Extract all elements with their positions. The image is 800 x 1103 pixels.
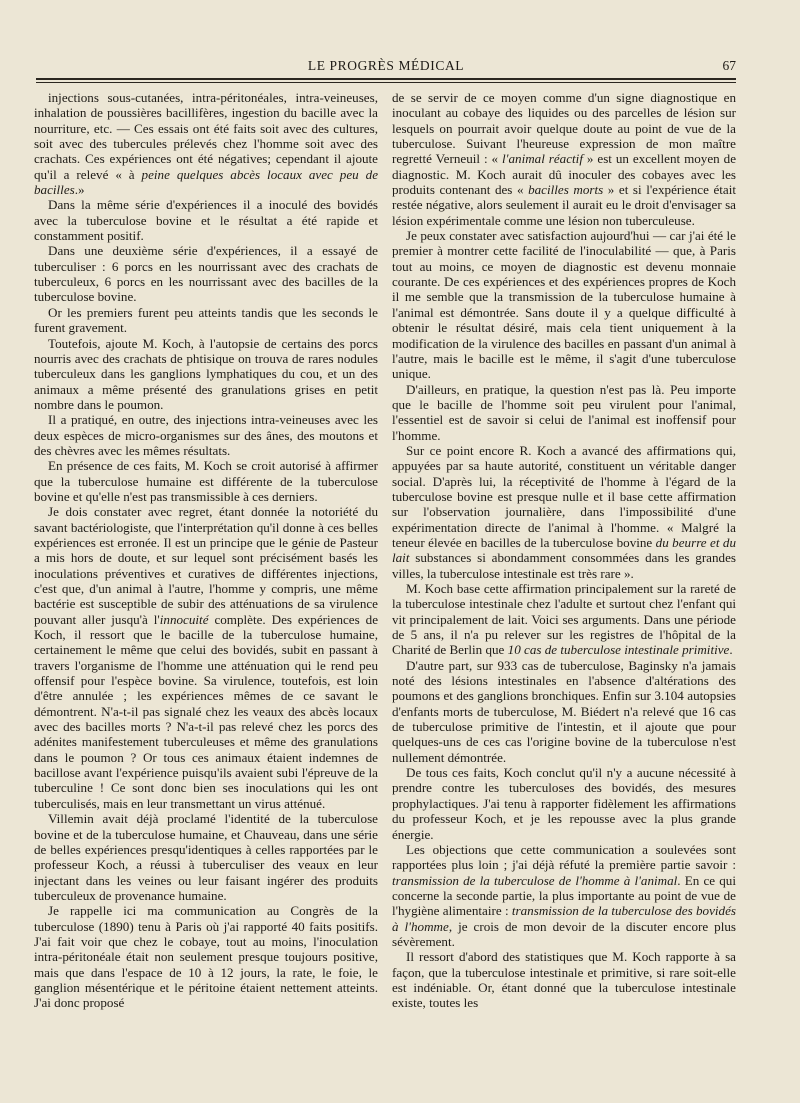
paragraph [392,443,736,581]
italic-text: peine quelques abcès locaux avec peu de bacilles [34,166,378,198]
italic-text: transmission de la tuberculose des bovidés à l'homme [392,903,736,934]
text-run: , je crois de mon devoir de la discuter encore plus sévèrement. [392,918,736,949]
paragraph [392,382,736,443]
page-number: 67 [722,58,736,73]
italic-text: transmission de la tuberculose de l'homme à l'animal [392,872,678,888]
text-run: . [729,642,733,658]
paragraph [392,90,736,228]
paragraph [392,842,736,949]
italic-text: l'animal réactif [502,151,583,167]
text-run: D'autre part, sur 933 cas de tuberculose, Baginsky n'a jamais noté des lésions intestinales en l'absence d'altérations des poumons et des ganglions bronchiques. Enfin sur 3.104 autopsies d'enfants morts de tuberculose, M. Biédert n'a relevé que 16 cas de tuberculose primitive de l'intestin, et il ajoute que pour quelques-uns de ces cas l'origine bovine de la tuberculose n'est nullement démontrée. [392,657,736,765]
italic-text: innocuité [159,611,209,627]
text-run: Je peux constater avec satisfaction aujourd'hui — car j'ai été le premier à montrer cette facilité de l'inoculabilité — que, à Paris tout au moins, ce moyen de diagnostic est devenu monnaie courante. De ces expériences et des expériences propres de Koch il me semble que la transmission de la tuberculose humaine à l'animal est démontrée. Sans doute il y a quelque difficulté à obtenir le résultat désiré, mais cela tient uniquement à la modification de la virulence des bacilles en passant d'un animal à l'autre, mais le bacille est le même, il s'agit d'une tuberculose unique. [392,228,736,382]
text-run: Les objections que cette communication a soulevées sont rapportées plus loin ; j'ai déjà réfuté la première partie savoir : [392,841,736,873]
paragraph [34,811,378,903]
text-run: Villemin avait déjà proclamé l'identité de la tuberculose bovine et de la tuberculose humaine, et Chauveau, dans une série de belles expériences presqu'identiques à celles rapportées par le professeur Koch, a réussi à tuberculiser des veaux en leur injectant dans les veines ou leur faisant ingérer des produits tuberculeux de provenance humaine. [34,811,378,903]
text-run: De tous ces faits, Koch conclut qu'il n'y a aucune nécessité à prendre contre les tuberculoses des bovidés, des mesures prophylactiques. J'ai tenu à rapporter fidèlement les affirmations du professeur Koch, et je les repousse avec la plus grande énergie. [392,765,736,842]
paragraph [34,243,378,304]
journal-title: LE PROGRÈS MÉDICAL [307,58,465,73]
text-run: Or les premiers furent peu atteints tandis que les seconds le furent gravement. [34,304,378,336]
text-run: Il ressort d'abord des statistiques que M. Koch rapporte à sa façon, que la tuberculose intestinale et primitive, si rare soit-elle est indéniable. Or, étant donné que la tuberculose intestinale existe, toutes les [392,949,736,1011]
paragraph [392,658,736,765]
header-rule-thick [36,78,736,80]
text-run: » est un excellent moyen de diagnostic. M. Koch aurait dû inoculer des cobayes avec les produits contenant des « [392,151,736,198]
paragraph [34,90,378,197]
paragraph [392,581,736,658]
italic-text: 10 cas de tuberculose intestinale primitive [507,642,730,658]
text-run: .» [74,182,85,198]
text-run: de se servir de ce moyen comme d'un signe diagnostique en inoculant au cobaye des liquides ou des parcelles de lésion sur lesquels on pourrait avoir quelque doute au point de vue de la tuberculose. Suivant l'heureuse expression de mon maître regretté Verneuil : « [392,90,736,167]
text-run: Je rappelle ici ma communication au Congrès de la tuberculose (1890) tenu à Paris où j'ai rapporté 40 faits positifs. J'ai fait voir que chez le cobaye, tout au moins, l'inoculation intra-péritonéale était non seulement presque toujours positive, mais que dans l'espace de 10 à 12 jours, la rate, le foie, le ganglion mésentérique et le péritoine étaient nettement atteints. J'ai donc proposé [34,903,378,1011]
paragraph [392,949,736,1010]
text-run: M. Koch base cette affirmation principalement sur la rareté de la tuberculose intestinale chez l'adulte et surtout chez l'enfant qui vit principalement de lait. Voici ses arguments. Dans une période de 5 ans, il n'a pu relever sur les registres de l'hôpital de la Charité de Berlin que [392,581,736,658]
italic-text: bacilles morts [528,182,604,198]
text-run: Dans la même série d'expériences il a inoculé des bovidés avec la tuberculose bovine et le résultat a été rapide et constamment positif. [34,197,378,244]
running-header [36,57,736,79]
text-run: Il a pratiqué, en outre, des injections intra-veineuses avec les deux espèces de micro-organismes sur des ânes, des moutons et des chèvres avec les mêmes résultats. [34,412,378,458]
text-run: En présence de ces faits, M. Koch se croit autorisé à affirmer que la tuberculose humaine est différente de la tuberculose bovine et qu'elle n'est pas transmissible à ces derniers. [34,458,378,504]
paragraph [34,903,378,1010]
text-run: injections sous-cutanées, intra-péritonéales, intra-veineuses, inhalation de poussières bacillifères, ingestion du bacille avec la nourriture, etc. — Ces essais ont été faits soit avec des cultures, soit avec des tubercules prélevés chez l'homme soit avec des crachats. Ces expériences ont été négatives; cependant il ajoute qu'il a relevé « à [34,90,378,182]
text-run: complète. Des expériences de Koch, il ressort que le bacille de la tuberculose humaine, certainement le même que celui des bovidés, subit en passant à travers l'organisme de l'homme une atténuation qui le rend peu offensif pour l'espèce bovine. Sa virulence, toutefois, est loin d'être annulée ; les expériences mêmes de ce savant le démontrent. N'a-t-il pas signalé chez les veaux des abcès locaux avec des bacilles morts ? N'a-t-il pas relevé chez les porcs des adénites manifestement tuberculeuses et même des granulations dans le poumon ? Or tous ces animaux étaient indemnes de bacillose avant l'expérience puisqu'ils avaient subi l'épreuve de la tuberculine ! Ce sont donc bien ses inoculations qui les ont tuberculisés, mais en leur transmettant un virus atténué. [34,611,378,811]
text-run: Je dois constater avec regret, étant donnée la notoriété du savant bactériologiste, que l'interprétation qu'il donne à ces belles expériences est erronée. Il est un principe que le génie de Pasteur a mis hors de doute, et sur lequel sont précisément basés les inoculations préventives et curatives de différentes injections, c'est que, d'un animal à l'autre, l'homme y compris, une même bactérie est susceptible de subir des atténuations de sa virulence pouvant aller jusqu'à l' [34,504,378,627]
text-run: substances si abondamment consommées dans les grandes villes, la tuberculose intestinale est très rare ». [392,550,736,581]
paragraph [34,305,378,336]
paragraph [34,197,378,243]
header-rule-thin [36,82,736,83]
text-run: Dans une deuxième série d'expériences, il a essayé de tuberculiser : 6 porcs en les nourrissant avec des crachats de tuberculeux, 6 porcs en les nourrissant avec des bacilles de la tuberculose bovine. [34,243,378,305]
paragraph [34,458,378,504]
text-run: . En ce qui concerne la seconde partie, la plus importante au point de vue de l'hygiène alimentaire : [392,872,736,919]
paragraph [34,412,378,458]
text-run: Sur ce point encore R. Koch a avancé des affirmations qui, appuyées par sa haute autorité, constituent un véritable danger social. D'après lui, la réceptivité de l'homme à l'égard de la tuberculose bovine est presque nulle et il base cette affirmation sur l'observation journalière, dans l'impossibilité d'une expérimentation directe de l'animal à l'homme. « Malgré la teneur élevée en bacilles de la tuberculose bovine [392,442,736,550]
left-column [34,90,378,1090]
paragraph [34,336,378,413]
paragraph [392,228,736,381]
text-run: » et si l'expérience était restée négative, alors seulement il aurait eu le droit d'envisager sa lésion expérimentale comme une lésion non tuberculeuse. [392,182,736,228]
italic-text: du beurre et du lait [392,534,736,566]
text-run: D'ailleurs, en pratique, la question n'est pas là. Peu importe que le bacille de l'homme soit peu virulent pour l'animal, l'essentiel est de savoir si celui de l'animal est inoffensif pour l'homme. [392,381,736,443]
right-column [392,90,736,1090]
paragraph [34,504,378,811]
text-run: Toutefois, ajoute M. Koch, à l'autopsie de certains des porcs nourris avec des crachats de phtisique on trouva de rares nodules tuberculeux dans les ganglions lymphatiques du cou, et un des animaux a même présenté des granulations grises en petit nombre dans le poumon. [34,335,378,412]
paragraph [392,765,736,842]
